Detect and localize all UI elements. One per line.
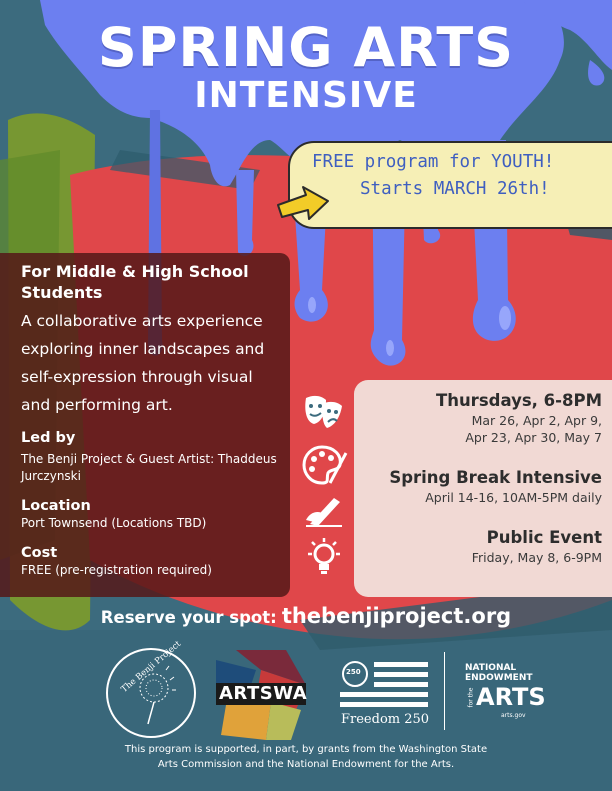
cost-section	[21, 544, 280, 579]
spring-break-dates: April 14-16, 10AM-5PM daily	[425, 490, 602, 505]
nea-logo	[465, 663, 546, 719]
thursdays-dates-line-1: Mar 26, Apr 2, Apr 9,	[471, 413, 602, 428]
reserve-line	[0, 604, 612, 628]
writing-hand-icon	[300, 490, 348, 534]
reserve-url-link[interactable]: thebenjiproject.org	[281, 604, 512, 628]
lightbulb-icon	[300, 536, 348, 580]
theater-masks-icon	[300, 392, 348, 432]
led-by-section	[21, 429, 280, 485]
benji-project-logo	[106, 639, 196, 738]
cost-label: Cost	[21, 545, 58, 561]
artswa-logo-text: ARTSWA	[219, 683, 308, 704]
schedule-panel	[354, 380, 612, 597]
freedom-250-logo-text: Freedom 250	[341, 712, 430, 727]
location-section	[21, 497, 280, 532]
nea-line-2: ENDOWMENT	[465, 673, 533, 683]
funding-footer	[0, 742, 612, 772]
location-value: Port Townsend (Locations TBD)	[21, 516, 207, 530]
reserve-label: Reserve your spot:	[100, 608, 277, 627]
page-title: SPRING ARTS	[97, 16, 515, 79]
page-subtitle: INTENSIVE	[194, 75, 418, 116]
led-by-value: The Benji Project & Guest Artist: Thaddeus Jurczynski	[21, 452, 277, 483]
public-event-title: Public Event	[486, 528, 602, 547]
logo-divider	[444, 652, 445, 730]
paint-palette-icon	[300, 443, 348, 487]
cost-value: FREE (pre-registration required)	[21, 563, 212, 577]
arrow-icon	[276, 183, 332, 227]
nea-url: arts.gov	[501, 712, 526, 719]
audience-heading: For Middle & High School Students	[21, 262, 249, 302]
freedom-250-mark: 250	[346, 668, 361, 676]
spring-break-title: Spring Break Intensive	[389, 468, 602, 487]
location-label: Location	[21, 498, 91, 514]
nea-line-1: NATIONAL	[465, 663, 517, 673]
nea-arts: ARTS	[476, 683, 546, 711]
led-by-label: Led by	[21, 430, 76, 446]
program-details-panel	[0, 253, 290, 597]
footer-line-2: Arts Commission and the National Endowment for the Arts.	[157, 759, 455, 770]
free-program-callout	[288, 141, 612, 229]
footer-line-1: This program is supported, in part, by grants from the Washington State	[124, 744, 488, 755]
nea-for-the: for the	[467, 687, 475, 708]
thursdays-title: Thursdays, 6-8PM	[435, 391, 602, 410]
program-description: A collaborative arts experience exploring inner landscapes and self-expression through visual and performing art.	[21, 312, 265, 414]
callout-line-2: Starts MARCH 26th!	[360, 179, 550, 199]
thursdays-dates-line-2: Apr 23, Apr 30, May 7	[465, 430, 602, 445]
benji-logo-text: The Benji Project	[119, 639, 183, 695]
callout-line-1: FREE program for YOUTH!	[312, 152, 555, 172]
public-event-date: Friday, May 8, 6-9PM	[471, 550, 602, 565]
